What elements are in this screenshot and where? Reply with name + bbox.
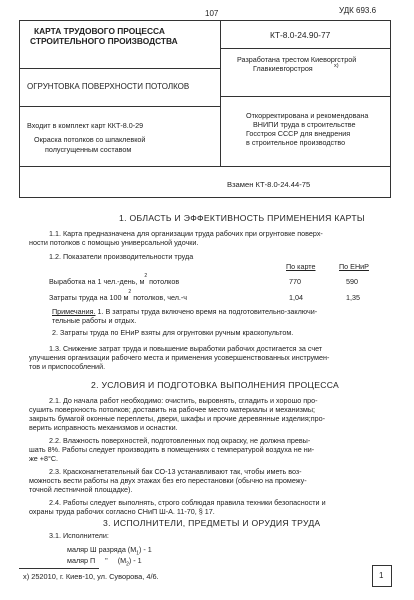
row1-label: Выработка на 1 чел.-день, $м^2$ потолков [49, 273, 180, 286]
corrected-line3: Госстроя СССР для внедрения [246, 129, 351, 138]
col-header-card: По карте [286, 262, 316, 271]
p1-3-line1: 1.3. Снижение затрат труда и повышение выработки рабочих достигается за счет [49, 344, 323, 353]
card-code: КТ-8.0-24.90-77 [270, 30, 331, 40]
col-header-enir: По ЕНиР [339, 262, 369, 271]
worker-2: маляр П " $(М_2) - 1$ [67, 556, 142, 568]
row1-enir-value: 590 [346, 277, 358, 286]
p2-4-line2: охраны труда рабочих согласно СНиП Ш-А. 11-70, § 17. [29, 507, 215, 516]
includes-subtitle2: полусгущенным составом [45, 145, 132, 154]
includes-subtitle1: Окраска потолков со шпаклевкой [34, 135, 146, 144]
p2-1-line1: 2.1. До начала работ необходимо: очистить, выровнять, сгладить и хорошо про- [49, 396, 318, 405]
note-1-cont: тельные работы и отдых. [52, 316, 137, 325]
p1-3-line2: улучшения организации рабочего места и применения усовершенствованных инструмен- [29, 353, 330, 362]
p1-2: 1.2. Показатели производительности труда [49, 252, 194, 261]
corrected-line2: ВНИПИ труда в строительстве [253, 120, 356, 129]
p2-1-line2: сушить поверхность потолков; доставить на рабочее место материалы и механизмы; [29, 405, 316, 414]
developer-line1: Разработана трестом Киеворгстрой [237, 55, 357, 64]
card-title-line2: СТРОИТЕЛЬНОГО ПРОИЗВОДСТВА [30, 36, 178, 46]
p2-4-line1: 2.4. Работы следует выполнять, строго соблюдая правила техники безопасности и [49, 498, 326, 507]
section1-heading: 1. ОБЛАСТЬ И ЭФФЕКТИВНОСТЬ ПРИМЕНЕНИЯ КАРТЫ [119, 213, 365, 223]
p2-3-line3: точной лестничной площадке). [29, 485, 133, 494]
page-box-number: 1 [379, 571, 384, 580]
udk-code: УДК 693.6 [339, 6, 377, 15]
p2-2-line3: же +8°С. [29, 454, 59, 463]
p2-2-line1: 2.2. Влажность поверхностей, подготовленных под окраску, не должна превы- [49, 436, 311, 445]
section2-heading: 2. УСЛОВИЯ И ПОДГОТОВКА ВЫПОЛНЕНИЯ ПРОЦЕССА [91, 380, 340, 390]
card-topic: ОГРУНТОВКА ПОВЕРХНОСТИ ПОТОЛКОВ [27, 82, 190, 91]
footnote: x) 252010, г. Киев-10, ул. Суворова, 4/6. [23, 572, 159, 581]
replaces-line: Взамен КТ-8.0-24.44-75 [227, 180, 311, 189]
worker-1: маляр Ш разряда $(М_1) - 1$ [67, 545, 152, 557]
p1-1-line2: ности потолков с помощью универсальной удочки. [29, 238, 199, 247]
p3-1: 3.1. Исполнители: [49, 531, 109, 540]
developer-line2: Главкиевгорстроя [253, 64, 313, 73]
corrected-line4: в строительное производство [246, 138, 346, 147]
p1-3-line3: тов и приспособлений. [29, 362, 106, 371]
corrected-line1: Откорректирована и рекомендована [246, 111, 369, 120]
p2-3-line2: можность вести работы на двух этажах без его перестановки (обычно на промежу- [29, 476, 307, 485]
p1-1-line1: 1.1. Карта предназначена для организации труда рабочих при огрунтовке поверх- [49, 229, 323, 238]
note-2: 2. Затраты труда по ЕНиР взяты для огрунтовки ручным краскопультом. [52, 328, 294, 337]
p2-1-line4: верить исправность механизмов и оснастки. [29, 423, 178, 432]
card-title-line1: КАРТА ТРУДОВОГО ПРОЦЕССА [34, 26, 165, 36]
developer-footnote-mark: x) [334, 63, 339, 69]
p2-2-line2: шать 8%. Работы следует производить в помещениях с температурой воздуха не ни- [29, 445, 315, 454]
includes-line: Входит в комплект карт ККТ-8.0-29 [27, 121, 144, 130]
row2-enir-value: 1,35 [346, 293, 360, 302]
p2-1-line3: закрыть бумагой оконные переплеты, двери, шкафы и прочие деревянные изделия;про- [29, 414, 325, 423]
note-1: Примечания. 1. В затраты труда включено время на подготовительно-заключи- [52, 307, 318, 316]
section3-heading: 3. ИСПОЛНИТЕЛИ, ПРЕДМЕТЫ И ОРУДИЯ ТРУДА [103, 518, 321, 528]
row1-card-value: 770 [289, 277, 301, 286]
row2-card-value: 1,04 [289, 293, 303, 302]
p2-3-line1: 2.3. Красконагнетательный бак СО-13 устанавливают так, чтобы иметь воз- [49, 467, 302, 476]
row2-label: Затраты труда на 100 $м^2$ потолков, чел.-ч [49, 289, 188, 302]
page-number: 107 [205, 9, 219, 18]
